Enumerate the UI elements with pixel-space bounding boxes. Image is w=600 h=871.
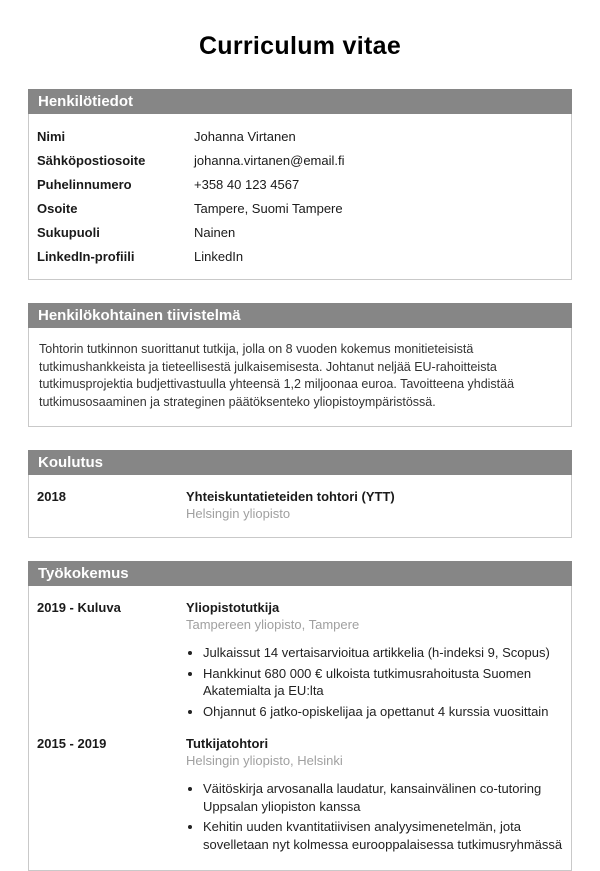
experience-organization: Helsingin yliopisto, Helsinki bbox=[186, 753, 343, 768]
experience-entry bbox=[37, 735, 563, 853]
field-value-linkedin: LinkedIn bbox=[194, 248, 244, 264]
field-value-phone: +358 40 123 4567 bbox=[194, 176, 300, 192]
field-label-name: Nimi bbox=[37, 128, 66, 144]
experience-role: Yliopistotutkija bbox=[186, 600, 280, 615]
section-education bbox=[28, 450, 572, 538]
section-header-experience: Työkokemus bbox=[28, 561, 572, 586]
experience-highlights bbox=[186, 780, 563, 853]
highlight-item: • Kehitin uuden kvantitatiivisen analyysimenetelmän, jota sovelletaan nyt kolmessa eurooppalaisessa tutkimusryhmässä bbox=[203, 818, 563, 853]
section-personal-info bbox=[28, 89, 572, 280]
highlight-item: • Julkaissut 14 vertaisarvioitua artikkelia (h-indeksi 9, Scopus) bbox=[203, 644, 563, 662]
summary-text: Tohtorin tutkinnon suorittanut tutkija, jolla on 8 vuoden kokemus monitieteisistä tutkimushankkeista ja tieteellisestä julkaisemisesta. Johtanut neljää EU-rahoitteista tutkimusprojektia budjettivastuulla yhteensä 1,2 miljoonaa euroa. Tavoitteena yhdistää tutkimusosaaminen ja strateginen päätöksenteko yliopistoympäristössä. bbox=[28, 328, 572, 427]
page-title: Curriculum vitae bbox=[198, 32, 402, 60]
education-entry bbox=[37, 488, 563, 522]
experience-entry bbox=[37, 599, 563, 720]
table-row bbox=[37, 172, 563, 196]
section-header-personal: Henkilötiedot bbox=[28, 89, 572, 114]
field-value-address: Tampere, Suomi Tampere bbox=[194, 200, 343, 216]
table-row bbox=[37, 244, 563, 268]
experience-period: 2019 - Kuluva bbox=[37, 600, 121, 615]
section-header-summary: Henkilökohtainen tiivistelmä bbox=[28, 303, 572, 328]
highlight-item: • Hankkinut 680 000 € ulkoista tutkimusrahoitusta Suomen Akatemialta ja EU:lta bbox=[203, 665, 563, 700]
education-details bbox=[186, 488, 563, 522]
experience-details bbox=[186, 735, 563, 853]
field-label-gender: Sukupuoli bbox=[37, 224, 100, 240]
experience-organization: Tampereen yliopisto, Tampere bbox=[186, 617, 360, 632]
field-label-phone: Puhelinnumero bbox=[37, 176, 132, 192]
table-row bbox=[37, 220, 563, 244]
experience-details bbox=[186, 599, 563, 720]
personal-info-table bbox=[28, 114, 572, 280]
education-institution: Helsingin yliopisto bbox=[186, 506, 291, 521]
experience-list bbox=[28, 586, 572, 871]
table-row bbox=[37, 124, 563, 148]
field-label-address: Osoite bbox=[37, 200, 78, 216]
field-value-gender: Nainen bbox=[194, 224, 236, 240]
education-list bbox=[28, 475, 572, 538]
education-degree: Yhteiskuntatieteiden tohtori (YTT) bbox=[186, 489, 395, 504]
table-row bbox=[37, 196, 563, 220]
education-period: 2018 bbox=[37, 489, 66, 504]
experience-period: 2015 - 2019 bbox=[37, 736, 107, 751]
experience-highlights bbox=[186, 644, 563, 720]
field-label-email: Sähköpostiosoite bbox=[37, 152, 146, 168]
section-summary bbox=[28, 303, 572, 427]
section-experience bbox=[28, 561, 572, 871]
table-row bbox=[37, 148, 563, 172]
section-header-education: Koulutus bbox=[28, 450, 572, 475]
experience-role: Tutkijatohtori bbox=[186, 736, 269, 751]
field-value-name: Johanna Virtanen bbox=[194, 128, 296, 144]
highlight-item: • Väitöskirja arvosanalla laudatur, kansainvälinen co-tutoring Uppsalan yliopiston kanssa bbox=[203, 780, 563, 815]
field-label-linkedin: LinkedIn-profiili bbox=[37, 248, 135, 264]
highlight-item: • Ohjannut 6 jatko-opiskelijaa ja opettanut 4 kurssia vuosittain bbox=[203, 703, 563, 721]
field-value-email: johanna.virtanen@email.fi bbox=[194, 152, 345, 168]
